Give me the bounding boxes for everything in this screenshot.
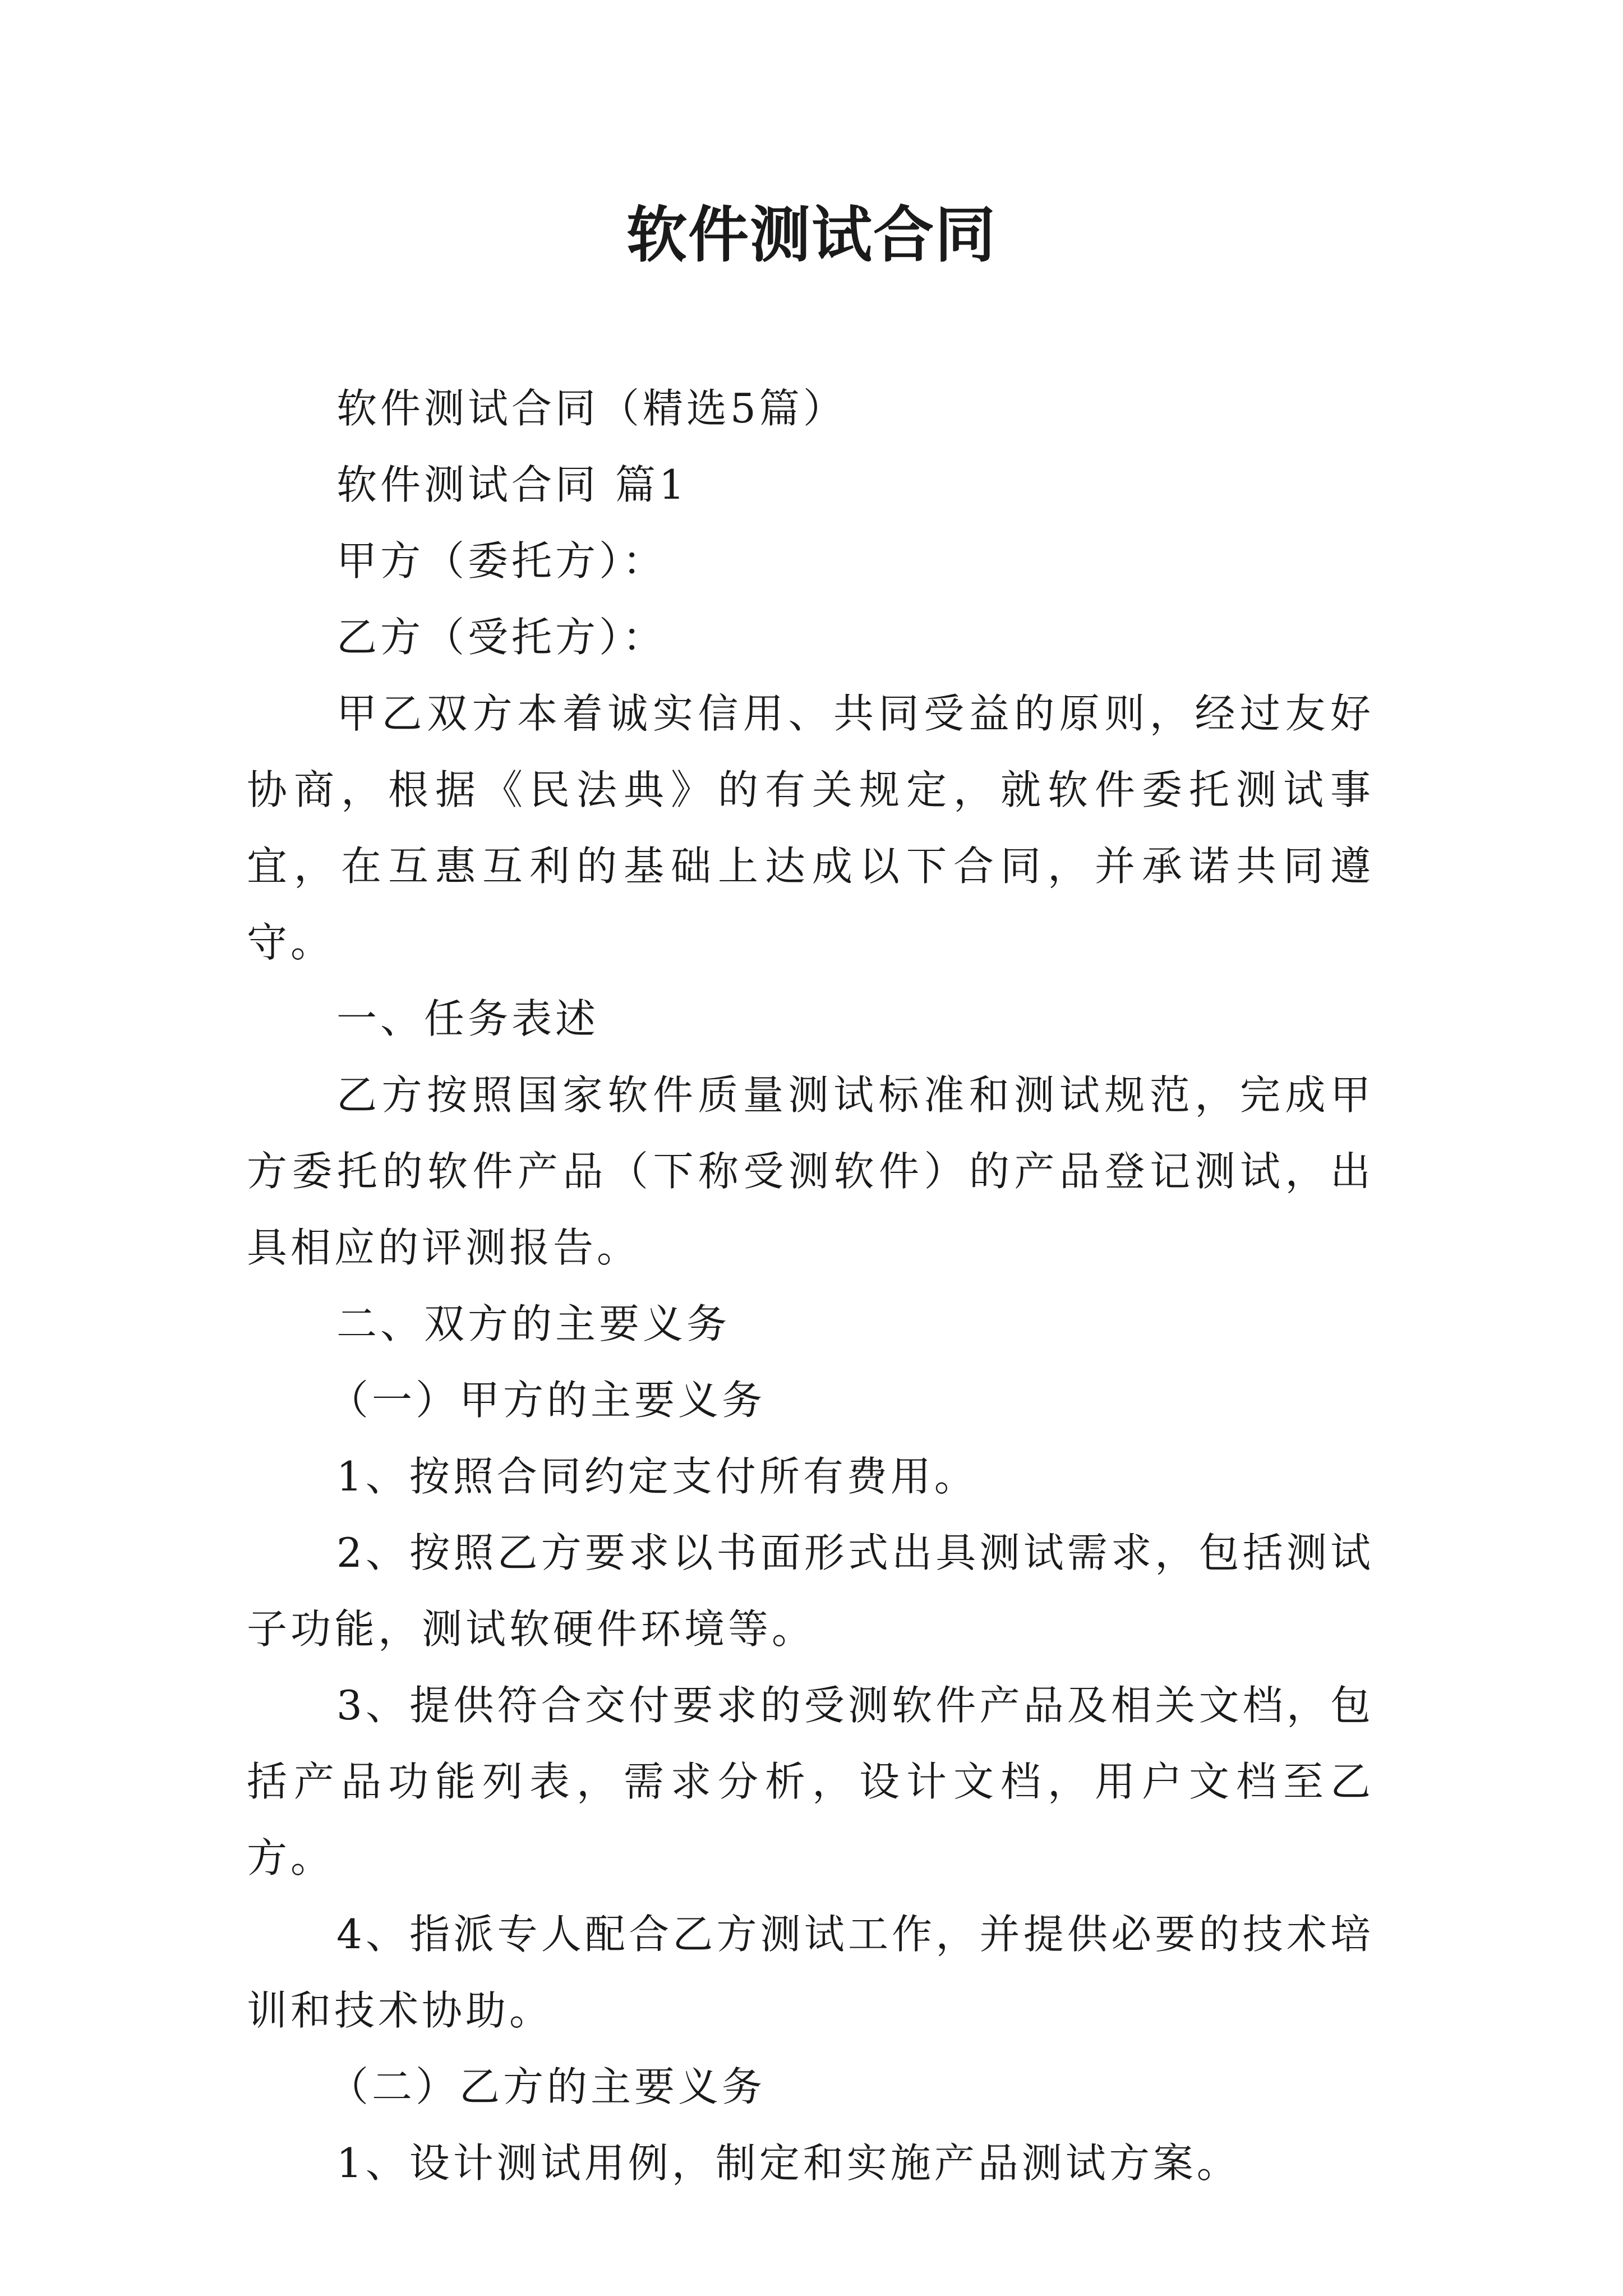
paragraph-heading-obligations: 二、双方的主要义务 [336, 1300, 731, 1347]
paragraph-heading-party-b-obligations: （二）乙方的主要义务 [328, 2063, 766, 2110]
paragraph-party-a: 甲方（委托方）： [336, 537, 667, 585]
paragraph-item: 4、指派专人配合乙方测试工作，并提供必要的技术培训和技术协助。 [247, 1911, 1374, 2034]
document-title: 软件测试合同 [626, 200, 997, 270]
paragraph-item: 2、按照乙方要求以书面形式出具测试需求，包括测试子功能，测试软硬件环境等。 [247, 1529, 1374, 1653]
paragraph-party-b: 乙方（受托方）： [336, 614, 667, 661]
paragraph-heading-party-a-obligations: （一）甲方的主要义务 [328, 1377, 766, 1424]
paragraph-item: 3、提供符合交付要求的受测软件产品及相关文档，包括产品功能列表，需求分析，设计文档，用户文档至乙方。 [247, 1682, 1374, 1881]
paragraph-heading-task: 一、任务表述 [336, 995, 600, 1042]
paragraph-subtitle: 软件测试合同（精选5篇） [336, 385, 847, 432]
paragraph-preamble: 甲乙双方本着诚实信用、共同受益的原则，经过友好协商，根据《民法典》的有关规定，就软件委托测试事宜，在互惠互利的基础上达成以下合同，并承诺共同遵守。 [247, 690, 1374, 966]
paragraph-item: 1、设计测试用例，制定和实施产品测试方案。 [336, 2139, 1241, 2187]
paragraph-item: 1、按照合同约定支付所有费用。 [336, 1453, 978, 1500]
document-body [247, 370, 1374, 2201]
paragraph-section-heading: 软件测试合同 篇1 [336, 461, 688, 508]
paragraph-task-description: 乙方按照国家软件质量测试标准和测试规范，完成甲方委托的软件产品（下称受测软件）的产品登记测试，出具相应的评测报告。 [247, 1071, 1374, 1271]
